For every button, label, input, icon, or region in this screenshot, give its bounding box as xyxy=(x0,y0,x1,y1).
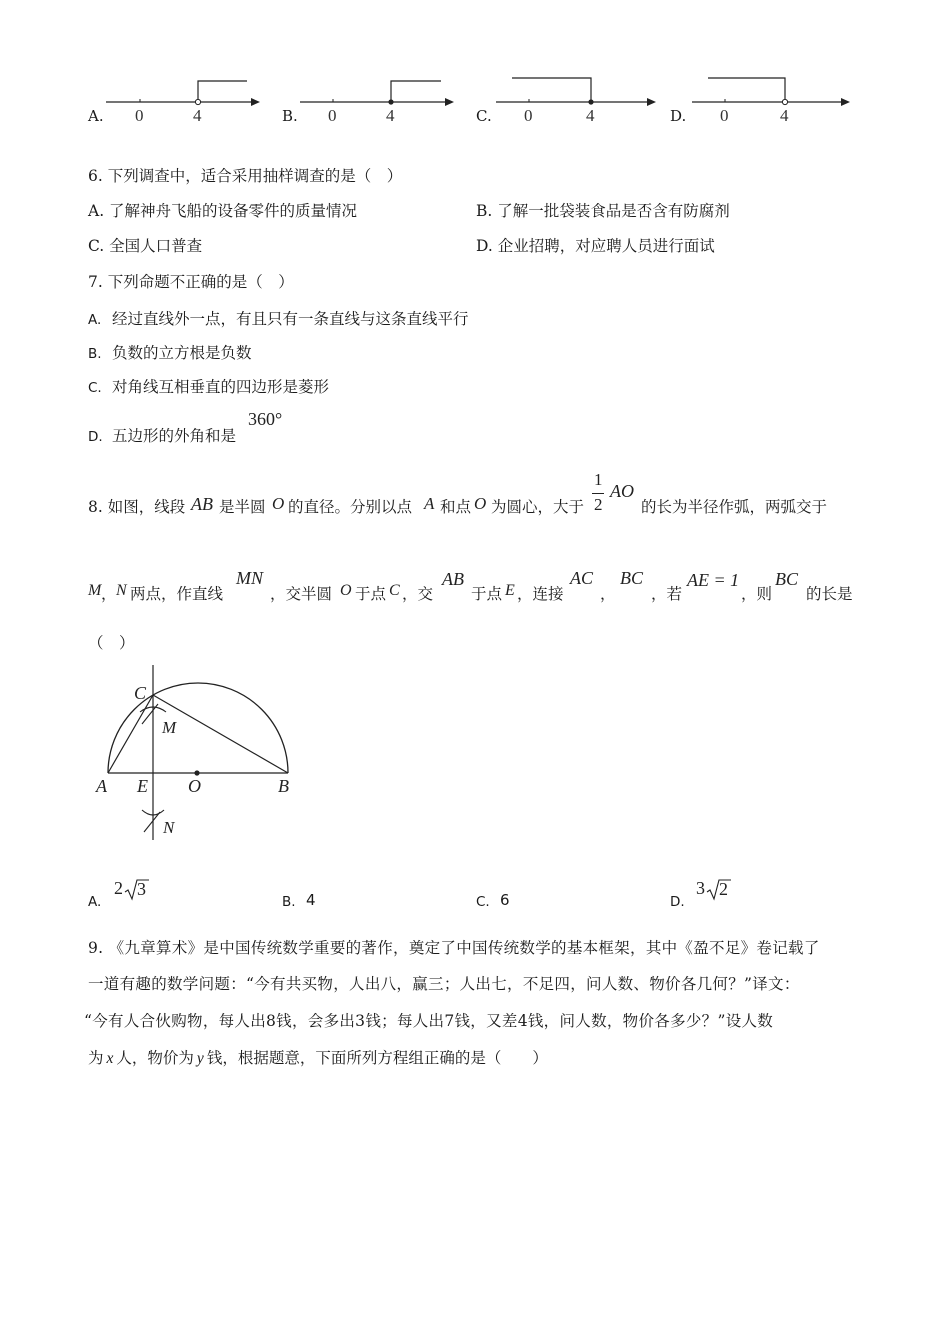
q5-option-c-label: C. xyxy=(476,107,492,125)
q5-option-d-numberline xyxy=(686,70,856,110)
label-n: N xyxy=(163,818,175,837)
q8-l1-frac-num: 1 xyxy=(594,470,603,489)
q8-l1-text-3: 的直径。分别以点 xyxy=(288,498,413,516)
q5-option-b-numberline xyxy=(294,70,464,110)
q8-l2-text-1: ， xyxy=(101,585,117,603)
q6-stem: 6. 下列调查中，适合采用抽样调查的是（ ） xyxy=(88,167,403,185)
q8-l1-a: A xyxy=(424,494,435,513)
q8-l2-text-11: 的长是 xyxy=(806,585,853,603)
q8-l1-frac-bar xyxy=(592,493,604,494)
q8-l2-text-3: ，交半圆 xyxy=(270,585,333,603)
q5-option-a-numberline xyxy=(100,70,270,110)
q8-l1-text-6: 的长为半径作弧，两弧交于 xyxy=(641,498,828,516)
q5-option-c-tick-4: 4 xyxy=(586,106,595,125)
q9-line-4 xyxy=(88,1047,548,1070)
q5-option-a-tick-0: 0 xyxy=(135,106,144,125)
q9-line-1: 9. 《九章算术》是中国传统数学重要的著作，奠定了中国传统数学的基本框架，其中《盈不足》卷记载了 xyxy=(88,939,820,957)
q8-l2-text-2: 两点，作直线 xyxy=(130,585,224,603)
label-e: E xyxy=(137,776,148,796)
q9-l4-x: x xyxy=(106,1050,114,1067)
q7-option-c-text: 对角线互相垂直的四边形是菱形 xyxy=(112,378,330,396)
q8-option-a-coef: 2 xyxy=(114,878,123,898)
q8-l2-m: M xyxy=(88,582,102,599)
q7-option-a-text: 经过直线外一点，有且只有一条直线与这条直线平行 xyxy=(112,310,469,328)
q5-option-a-tick-4: 4 xyxy=(193,106,202,125)
q5-option-b-tick-0: 0 xyxy=(328,106,337,125)
q8-l2-ae: AE = 1 xyxy=(687,570,740,590)
q9-line-3: “今有人合伙购物，每人出8钱，会多出3钱；每人出7钱，又差4钱，问人数，物价各多少？”设人数 xyxy=(84,1012,774,1030)
q8-l2-n: N xyxy=(116,582,127,599)
q7-option-c-label: C. xyxy=(88,380,102,396)
q7-option-a-label: A. xyxy=(88,312,102,328)
q8-option-a-label: A. xyxy=(88,894,102,910)
q5-option-d-tick-0: 0 xyxy=(720,106,729,125)
q8-option-c-value: 6 xyxy=(500,891,510,909)
q5-option-a-label: A. xyxy=(88,107,104,125)
q8-l1-frac-den: 2 xyxy=(594,495,603,514)
q8-option-d-radicand: 2 xyxy=(719,879,728,899)
q9-l4-text-3: 钱，根据题意，下面所列方程组正确的是（ ） xyxy=(206,1049,548,1067)
q8-l2-ac: AC xyxy=(570,568,594,588)
q8-l2-bc2: BC xyxy=(775,569,799,589)
q8-answer-blank: （ ） xyxy=(88,634,135,652)
q5-option-d-tick-4: 4 xyxy=(780,106,789,125)
q8-option-a-radicand: 3 xyxy=(137,879,146,899)
q5-option-b-label: B. xyxy=(282,107,298,125)
q5-option-c-numberline xyxy=(490,70,660,110)
q8-l2-o: O xyxy=(340,582,352,599)
q8-l1-text-4: 和点 xyxy=(440,498,472,516)
q8-option-c-label: C. xyxy=(476,894,490,910)
q8-l2-bc: BC xyxy=(620,568,644,588)
q8-figure xyxy=(92,660,302,845)
q7-option-d-text: 五边形的外角和是 xyxy=(112,427,237,445)
q8-l2-c: C xyxy=(389,582,400,599)
q8-l2-text-6: 于点 xyxy=(471,585,503,603)
q8-option-b-value: 4 xyxy=(306,891,316,909)
q7-stem: 7. 下列命题不正确的是（ ） xyxy=(88,273,294,291)
q8-l2-text-5: ，交 xyxy=(402,585,434,603)
label-b: B xyxy=(278,776,289,796)
q8-l2-text-9: ，若 xyxy=(651,585,683,603)
q8-l2-text-4: 于点 xyxy=(355,585,387,603)
q7-option-d-label: D. xyxy=(88,429,103,445)
center-o-dot xyxy=(194,770,199,775)
q8-l2-text-8: ， xyxy=(600,585,616,603)
q9-l4-y: y xyxy=(196,1050,204,1067)
q6-option-b: B. 了解一批袋装食品是否含有防腐剂 xyxy=(476,202,730,220)
q8-l2-e: E xyxy=(505,582,515,599)
q8-option-b-label: B. xyxy=(282,894,296,910)
q8-l1-o: O xyxy=(272,494,285,513)
q6-option-d: D. 企业招聘，对应聘人员进行面试 xyxy=(476,237,715,255)
q8-l1-text-1: 8. 如图，线段 xyxy=(88,498,186,516)
q8-l1-ao: AO xyxy=(610,481,634,501)
label-c: C xyxy=(134,683,147,703)
q8-l1-text-5: 为圆心，大于 xyxy=(491,498,585,516)
q8-l2-text-7: ，连接 xyxy=(517,585,564,603)
segment-ac xyxy=(108,695,153,773)
q7-option-b-label: B. xyxy=(88,346,102,362)
q6-option-a: A. 了解神舟飞船的设备零件的质量情况 xyxy=(88,202,358,220)
q5-option-c-tick-0: 0 xyxy=(524,106,533,125)
q8-l2-ab: AB xyxy=(442,569,464,589)
q8-l1-text-2: 是半圆 xyxy=(219,498,266,516)
q5-option-b-tick-4: 4 xyxy=(386,106,395,125)
q9-l4-text-1: 为 xyxy=(88,1049,104,1067)
label-o: O xyxy=(188,776,201,796)
q7-option-d-math: 360° xyxy=(248,409,283,429)
q8-option-d-label: D. xyxy=(670,894,685,910)
q8-l1-ab: AB xyxy=(191,494,213,514)
q9-line-2: 一道有趣的数学问题：“今有共买物，人出八，赢三；人出七，不足四，问人数、物价各几何？”译文： xyxy=(88,975,800,993)
label-a: A xyxy=(96,776,107,796)
q8-l2-mn: MN xyxy=(236,568,263,588)
q8-l1-o2: O xyxy=(474,494,487,513)
q5-option-d-label: D. xyxy=(670,107,687,125)
q6-option-c: C. 全国人口普查 xyxy=(88,237,203,255)
q7-option-b-text: 负数的立方根是负数 xyxy=(112,344,252,362)
q9-l4-text-2: 人，物价为 xyxy=(116,1049,194,1067)
q8-l2-text-10: ，则 xyxy=(741,585,773,603)
q8-option-d-coef: 3 xyxy=(696,878,705,898)
label-m: M xyxy=(162,718,177,737)
